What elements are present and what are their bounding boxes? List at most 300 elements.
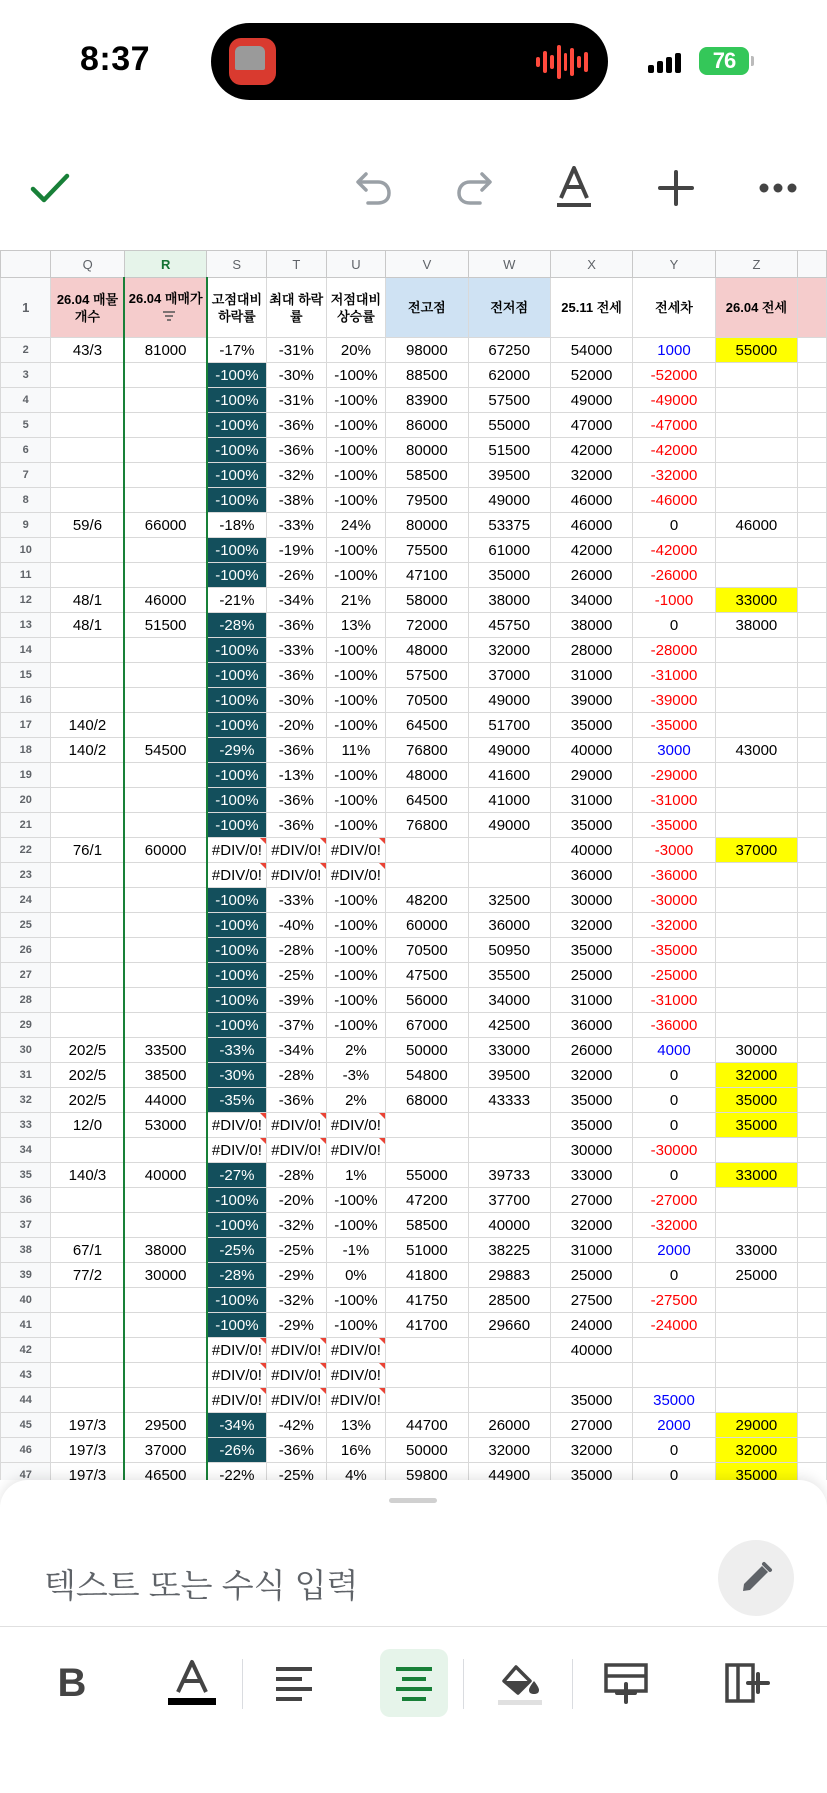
cell-partial[interactable] bbox=[798, 1463, 827, 1481]
cell[interactable]: 0 bbox=[633, 1063, 716, 1088]
cell[interactable]: 35500 bbox=[468, 963, 550, 988]
cell[interactable]: 29883 bbox=[468, 1263, 550, 1288]
cell[interactable]: -100% bbox=[207, 763, 267, 788]
cell-partial[interactable] bbox=[798, 438, 827, 463]
cell[interactable]: -35000 bbox=[633, 938, 716, 963]
cell[interactable]: 61000 bbox=[468, 538, 550, 563]
cell[interactable]: -26% bbox=[207, 1438, 267, 1463]
cell[interactable] bbox=[51, 963, 125, 988]
cell[interactable]: 55000 bbox=[715, 338, 797, 363]
cell[interactable]: 29660 bbox=[468, 1313, 550, 1338]
cell[interactable]: 57500 bbox=[468, 388, 550, 413]
cell[interactable]: -33% bbox=[266, 888, 326, 913]
cell[interactable]: 50950 bbox=[468, 938, 550, 963]
cell[interactable] bbox=[51, 438, 125, 463]
cell-partial[interactable] bbox=[798, 513, 827, 538]
cell[interactable]: 0 bbox=[633, 613, 716, 638]
cell[interactable]: -25% bbox=[266, 1463, 326, 1481]
cell[interactable]: -33% bbox=[207, 1038, 267, 1063]
cell[interactable]: -32% bbox=[266, 1288, 326, 1313]
cell[interactable]: -100% bbox=[326, 1013, 386, 1038]
cell[interactable]: -100% bbox=[207, 688, 267, 713]
cell[interactable]: 46000 bbox=[124, 588, 206, 613]
cell[interactable]: 30000 bbox=[550, 888, 632, 913]
cell[interactable] bbox=[51, 388, 125, 413]
cell[interactable]: 24000 bbox=[550, 1313, 632, 1338]
cell[interactable]: 26000 bbox=[550, 563, 632, 588]
cell[interactable]: -33% bbox=[266, 638, 326, 663]
cell[interactable]: -35000 bbox=[633, 813, 716, 838]
cell[interactable]: -17% bbox=[207, 338, 267, 363]
cell-partial[interactable] bbox=[798, 388, 827, 413]
cell[interactable]: 27000 bbox=[550, 1413, 632, 1438]
cell[interactable]: -100% bbox=[326, 963, 386, 988]
bold-icon[interactable]: B bbox=[57, 1660, 87, 1705]
row-number[interactable]: 31 bbox=[1, 1063, 51, 1088]
row-number[interactable]: 12 bbox=[1, 588, 51, 613]
cell[interactable]: -100% bbox=[207, 713, 267, 738]
cell[interactable]: 54000 bbox=[550, 338, 632, 363]
cell[interactable] bbox=[550, 1363, 632, 1388]
cell[interactable]: #DIV/0! bbox=[326, 863, 386, 888]
cell[interactable] bbox=[715, 888, 797, 913]
cell[interactable]: -1000 bbox=[633, 588, 716, 613]
cell[interactable] bbox=[124, 1338, 206, 1363]
cell[interactable]: 79500 bbox=[386, 488, 468, 513]
cell[interactable]: -100% bbox=[326, 913, 386, 938]
pencil-icon[interactable] bbox=[718, 1540, 794, 1616]
cell[interactable]: 38000 bbox=[124, 1238, 206, 1263]
cell[interactable] bbox=[715, 663, 797, 688]
cell[interactable]: 47200 bbox=[386, 1188, 468, 1213]
cell[interactable]: #DIV/0! bbox=[266, 1113, 326, 1138]
cell[interactable]: -100% bbox=[326, 1288, 386, 1313]
cell[interactable]: -28% bbox=[266, 938, 326, 963]
cell[interactable]: 47100 bbox=[386, 563, 468, 588]
row-number[interactable]: 7 bbox=[1, 463, 51, 488]
cell[interactable]: 56000 bbox=[386, 988, 468, 1013]
cell[interactable]: 28000 bbox=[550, 638, 632, 663]
cell[interactable]: 41750 bbox=[386, 1288, 468, 1313]
cell[interactable]: 0 bbox=[633, 1463, 716, 1481]
cell[interactable]: -100% bbox=[326, 988, 386, 1013]
cell[interactable] bbox=[386, 1338, 468, 1363]
cell-partial[interactable] bbox=[798, 938, 827, 963]
column-header-s[interactable]: S bbox=[207, 251, 267, 278]
row-number[interactable]: 46 bbox=[1, 1438, 51, 1463]
cell[interactable] bbox=[633, 1363, 716, 1388]
cell[interactable]: 31000 bbox=[550, 663, 632, 688]
cell[interactable]: 48200 bbox=[386, 888, 468, 913]
cell[interactable]: 68000 bbox=[386, 1088, 468, 1113]
row-number[interactable]: 11 bbox=[1, 563, 51, 588]
cell[interactable] bbox=[124, 988, 206, 1013]
cell[interactable]: 197/3 bbox=[51, 1438, 125, 1463]
sheet-table[interactable] bbox=[0, 250, 827, 1480]
cell[interactable]: 32500 bbox=[468, 888, 550, 913]
cell[interactable]: -32% bbox=[266, 1213, 326, 1238]
cell[interactable]: 24% bbox=[326, 513, 386, 538]
cell[interactable]: 26000 bbox=[468, 1413, 550, 1438]
cell[interactable]: 32000 bbox=[715, 1438, 797, 1463]
cell[interactable]: 46000 bbox=[550, 488, 632, 513]
cell[interactable]: 30000 bbox=[550, 1138, 632, 1163]
cell[interactable]: 35000 bbox=[550, 713, 632, 738]
cell[interactable]: 49000 bbox=[468, 488, 550, 513]
cell[interactable] bbox=[468, 863, 550, 888]
cell[interactable] bbox=[386, 1113, 468, 1138]
cell-partial[interactable] bbox=[798, 1088, 827, 1113]
cell[interactable]: 32000 bbox=[715, 1063, 797, 1088]
row-number[interactable]: 18 bbox=[1, 738, 51, 763]
cell[interactable] bbox=[51, 1188, 125, 1213]
cell[interactable] bbox=[715, 438, 797, 463]
cell[interactable] bbox=[51, 488, 125, 513]
cell[interactable]: -36000 bbox=[633, 863, 716, 888]
cell[interactable]: -27500 bbox=[633, 1288, 716, 1313]
cell[interactable]: 35000 bbox=[550, 813, 632, 838]
cell[interactable]: 0 bbox=[633, 1113, 716, 1138]
cell[interactable]: 58500 bbox=[386, 463, 468, 488]
cell[interactable] bbox=[51, 663, 125, 688]
cell[interactable]: 43333 bbox=[468, 1088, 550, 1113]
cell[interactable] bbox=[124, 413, 206, 438]
header-cell[interactable]: 26.04 전세 bbox=[715, 278, 797, 338]
cell[interactable]: 36000 bbox=[468, 913, 550, 938]
cell[interactable] bbox=[715, 813, 797, 838]
cell-partial[interactable] bbox=[798, 338, 827, 363]
cell[interactable] bbox=[715, 488, 797, 513]
cell[interactable]: -31000 bbox=[633, 663, 716, 688]
cell-partial[interactable] bbox=[798, 463, 827, 488]
cell[interactable]: 46500 bbox=[124, 1463, 206, 1481]
cell[interactable] bbox=[51, 688, 125, 713]
cell[interactable] bbox=[51, 1388, 125, 1413]
row-number[interactable]: 17 bbox=[1, 713, 51, 738]
cell[interactable]: 86000 bbox=[386, 413, 468, 438]
cell[interactable]: -28% bbox=[207, 1263, 267, 1288]
cell[interactable]: 20% bbox=[326, 338, 386, 363]
cell[interactable] bbox=[715, 563, 797, 588]
cell[interactable]: 49000 bbox=[550, 388, 632, 413]
cell[interactable]: 59800 bbox=[386, 1463, 468, 1481]
row-number[interactable]: 25 bbox=[1, 913, 51, 938]
cell-partial[interactable] bbox=[798, 763, 827, 788]
cell[interactable]: 47500 bbox=[386, 963, 468, 988]
redo-icon[interactable] bbox=[448, 162, 500, 214]
cell[interactable]: #DIV/0! bbox=[207, 1113, 267, 1138]
cell[interactable] bbox=[715, 413, 797, 438]
cell[interactable] bbox=[715, 363, 797, 388]
cell[interactable]: 52000 bbox=[550, 363, 632, 388]
cell[interactable] bbox=[468, 1338, 550, 1363]
cell[interactable]: 29500 bbox=[124, 1413, 206, 1438]
cell[interactable]: -31000 bbox=[633, 988, 716, 1013]
cell[interactable]: -32% bbox=[266, 463, 326, 488]
cell[interactable]: -100% bbox=[207, 363, 267, 388]
cell[interactable]: 12/0 bbox=[51, 1113, 125, 1138]
column-header-r[interactable]: R bbox=[124, 251, 206, 278]
cell[interactable] bbox=[51, 463, 125, 488]
cell[interactable]: 48000 bbox=[386, 638, 468, 663]
row-number[interactable]: 6 bbox=[1, 438, 51, 463]
cell[interactable] bbox=[124, 488, 206, 513]
row-number[interactable]: 15 bbox=[1, 663, 51, 688]
cell[interactable] bbox=[51, 638, 125, 663]
cell[interactable]: 55000 bbox=[468, 413, 550, 438]
header-cell[interactable]: 전저점 bbox=[468, 278, 550, 338]
cell[interactable] bbox=[124, 1188, 206, 1213]
cell-partial[interactable] bbox=[798, 1038, 827, 1063]
cell[interactable]: 49000 bbox=[468, 813, 550, 838]
align-center-icon[interactable] bbox=[380, 1649, 448, 1717]
cell[interactable]: -42000 bbox=[633, 538, 716, 563]
cell[interactable]: -100% bbox=[326, 563, 386, 588]
cell[interactable]: 34000 bbox=[468, 988, 550, 1013]
cell[interactable]: 41800 bbox=[386, 1263, 468, 1288]
cell[interactable]: -100% bbox=[207, 963, 267, 988]
cell[interactable] bbox=[124, 963, 206, 988]
cell[interactable]: #DIV/0! bbox=[326, 838, 386, 863]
cell[interactable]: -34% bbox=[266, 1038, 326, 1063]
cell[interactable]: -29% bbox=[266, 1263, 326, 1288]
cell-partial[interactable] bbox=[798, 1113, 827, 1138]
cell[interactable]: 45750 bbox=[468, 613, 550, 638]
cell[interactable]: 3000 bbox=[633, 738, 716, 763]
row-number[interactable]: 38 bbox=[1, 1238, 51, 1263]
row-number[interactable]: 14 bbox=[1, 638, 51, 663]
cell[interactable] bbox=[715, 463, 797, 488]
row-number[interactable]: 32 bbox=[1, 1088, 51, 1113]
cell[interactable]: 38225 bbox=[468, 1238, 550, 1263]
row-number[interactable]: 40 bbox=[1, 1288, 51, 1313]
cell[interactable]: 11% bbox=[326, 738, 386, 763]
row-number[interactable]: 30 bbox=[1, 1038, 51, 1063]
column-header-partial[interactable] bbox=[798, 251, 827, 278]
cell[interactable] bbox=[124, 938, 206, 963]
row-number[interactable]: 45 bbox=[1, 1413, 51, 1438]
cell[interactable]: -21% bbox=[207, 588, 267, 613]
cell[interactable]: -100% bbox=[326, 538, 386, 563]
cell[interactable] bbox=[715, 388, 797, 413]
cell[interactable]: 140/3 bbox=[51, 1163, 125, 1188]
cell[interactable]: 41000 bbox=[468, 788, 550, 813]
fill-color-icon[interactable] bbox=[486, 1649, 554, 1717]
row-number[interactable]: 13 bbox=[1, 613, 51, 638]
cell[interactable]: -100% bbox=[326, 1313, 386, 1338]
text-format-icon[interactable] bbox=[548, 162, 600, 214]
row-number[interactable]: 44 bbox=[1, 1388, 51, 1413]
row-number[interactable]: 34 bbox=[1, 1138, 51, 1163]
cell[interactable]: 37700 bbox=[468, 1188, 550, 1213]
cell[interactable] bbox=[124, 1288, 206, 1313]
cell[interactable]: -36% bbox=[266, 1088, 326, 1113]
cell-partial[interactable] bbox=[798, 1288, 827, 1313]
cell[interactable]: #DIV/0! bbox=[207, 1388, 267, 1413]
cell[interactable]: 31000 bbox=[550, 788, 632, 813]
column-header-w[interactable]: W bbox=[468, 251, 550, 278]
cell[interactable]: 36000 bbox=[550, 863, 632, 888]
row-number[interactable]: 10 bbox=[1, 538, 51, 563]
cell[interactable]: 49000 bbox=[468, 688, 550, 713]
cell[interactable]: 35000 bbox=[715, 1463, 797, 1481]
cell[interactable]: -18% bbox=[207, 513, 267, 538]
cell[interactable]: 40000 bbox=[468, 1213, 550, 1238]
cell[interactable] bbox=[386, 1388, 468, 1413]
cell-partial[interactable] bbox=[798, 1163, 827, 1188]
cell[interactable] bbox=[51, 363, 125, 388]
cell[interactable] bbox=[124, 538, 206, 563]
cell[interactable]: -100% bbox=[326, 813, 386, 838]
cell[interactable]: -34% bbox=[266, 588, 326, 613]
cell[interactable]: 1000 bbox=[633, 338, 716, 363]
cell[interactable]: 37000 bbox=[715, 838, 797, 863]
cell[interactable]: 29000 bbox=[715, 1413, 797, 1438]
cell[interactable]: -36% bbox=[266, 1438, 326, 1463]
cell[interactable] bbox=[715, 1388, 797, 1413]
cell[interactable]: 70500 bbox=[386, 938, 468, 963]
cell[interactable]: -36% bbox=[266, 738, 326, 763]
check-icon[interactable] bbox=[24, 162, 76, 214]
cell-partial[interactable] bbox=[798, 963, 827, 988]
cell[interactable]: -22% bbox=[207, 1463, 267, 1481]
cell[interactable]: -39% bbox=[266, 988, 326, 1013]
cell[interactable]: 41600 bbox=[468, 763, 550, 788]
cell[interactable] bbox=[633, 1338, 716, 1363]
cell[interactable]: #DIV/0! bbox=[266, 1388, 326, 1413]
cell[interactable]: 25000 bbox=[715, 1263, 797, 1288]
cell[interactable] bbox=[124, 813, 206, 838]
cell[interactable]: #DIV/0! bbox=[266, 1138, 326, 1163]
cell[interactable]: -100% bbox=[207, 563, 267, 588]
cell[interactable] bbox=[124, 438, 206, 463]
cell[interactable]: -35% bbox=[207, 1088, 267, 1113]
cell[interactable]: 57500 bbox=[386, 663, 468, 688]
cell[interactable]: 140/2 bbox=[51, 738, 125, 763]
cell[interactable]: 0% bbox=[326, 1263, 386, 1288]
cell[interactable]: -31% bbox=[266, 388, 326, 413]
cell[interactable]: 30000 bbox=[715, 1038, 797, 1063]
cell[interactable] bbox=[124, 638, 206, 663]
undo-icon[interactable] bbox=[348, 162, 400, 214]
cell[interactable]: 39500 bbox=[468, 463, 550, 488]
cell[interactable]: #DIV/0! bbox=[207, 863, 267, 888]
cell[interactable] bbox=[51, 1288, 125, 1313]
cell[interactable]: -30% bbox=[266, 688, 326, 713]
cell[interactable]: 51000 bbox=[386, 1238, 468, 1263]
cell[interactable]: -100% bbox=[207, 488, 267, 513]
cell[interactable]: -47000 bbox=[633, 413, 716, 438]
row-number[interactable]: 1 bbox=[1, 278, 51, 338]
cell[interactable]: 39000 bbox=[550, 688, 632, 713]
cell[interactable]: #DIV/0! bbox=[207, 1363, 267, 1388]
cell[interactable]: 32000 bbox=[468, 638, 550, 663]
cell[interactable] bbox=[715, 638, 797, 663]
cell[interactable]: 33000 bbox=[715, 588, 797, 613]
cell[interactable]: -100% bbox=[207, 438, 267, 463]
cell[interactable] bbox=[51, 763, 125, 788]
cell[interactable]: 58000 bbox=[386, 588, 468, 613]
cell[interactable]: -100% bbox=[207, 1313, 267, 1338]
cell[interactable] bbox=[51, 1313, 125, 1338]
cell-partial[interactable] bbox=[798, 413, 827, 438]
cell[interactable] bbox=[715, 688, 797, 713]
cell[interactable]: 32000 bbox=[550, 913, 632, 938]
row-number[interactable]: 28 bbox=[1, 988, 51, 1013]
cell[interactable] bbox=[124, 1138, 206, 1163]
cell[interactable]: 64500 bbox=[386, 788, 468, 813]
cell-partial[interactable] bbox=[798, 988, 827, 1013]
cell[interactable]: 36000 bbox=[550, 1013, 632, 1038]
cell[interactable]: 44700 bbox=[386, 1413, 468, 1438]
cell-partial[interactable] bbox=[798, 788, 827, 813]
cell[interactable]: 202/5 bbox=[51, 1038, 125, 1063]
cell[interactable]: 13% bbox=[326, 613, 386, 638]
row-number[interactable]: 36 bbox=[1, 1188, 51, 1213]
cell[interactable] bbox=[715, 788, 797, 813]
row-number[interactable]: 9 bbox=[1, 513, 51, 538]
cell[interactable]: -34% bbox=[207, 1413, 267, 1438]
cell[interactable]: 40000 bbox=[550, 1338, 632, 1363]
cell[interactable]: 75500 bbox=[386, 538, 468, 563]
cell[interactable]: 38000 bbox=[715, 613, 797, 638]
cell[interactable]: 4000 bbox=[633, 1038, 716, 1063]
insert-row-icon[interactable] bbox=[592, 1649, 660, 1717]
row-number[interactable]: 39 bbox=[1, 1263, 51, 1288]
cell[interactable]: 32000 bbox=[550, 1213, 632, 1238]
cell[interactable]: -100% bbox=[207, 463, 267, 488]
cell[interactable]: 48000 bbox=[386, 763, 468, 788]
cell[interactable]: -100% bbox=[326, 413, 386, 438]
cell[interactable]: 35000 bbox=[715, 1113, 797, 1138]
cell[interactable]: 35000 bbox=[550, 1463, 632, 1481]
more-icon[interactable] bbox=[752, 162, 804, 214]
cell[interactable]: -39000 bbox=[633, 688, 716, 713]
cell[interactable]: -100% bbox=[326, 488, 386, 513]
cell[interactable]: 21% bbox=[326, 588, 386, 613]
cell[interactable]: 2% bbox=[326, 1088, 386, 1113]
select-all-corner[interactable] bbox=[1, 251, 51, 278]
row-number[interactable]: 19 bbox=[1, 763, 51, 788]
cell[interactable]: -32000 bbox=[633, 913, 716, 938]
row-number[interactable]: 37 bbox=[1, 1213, 51, 1238]
cell-partial[interactable] bbox=[798, 1238, 827, 1263]
cell[interactable]: 51500 bbox=[468, 438, 550, 463]
cell[interactable]: 42000 bbox=[550, 538, 632, 563]
cell[interactable]: -36% bbox=[266, 613, 326, 638]
row-number[interactable]: 16 bbox=[1, 688, 51, 713]
row-number[interactable]: 22 bbox=[1, 838, 51, 863]
cell[interactable]: 72000 bbox=[386, 613, 468, 638]
cell[interactable]: -100% bbox=[326, 663, 386, 688]
cell[interactable]: 83900 bbox=[386, 388, 468, 413]
cell[interactable]: 70500 bbox=[386, 688, 468, 713]
cell[interactable]: -100% bbox=[326, 638, 386, 663]
column-header-x[interactable]: X bbox=[550, 251, 632, 278]
cell-partial[interactable] bbox=[798, 913, 827, 938]
cell[interactable]: -26% bbox=[266, 563, 326, 588]
formula-input[interactable]: 텍스트 또는 수식 입력 bbox=[44, 1567, 359, 1604]
cell[interactable]: 60000 bbox=[124, 838, 206, 863]
cell[interactable]: 27000 bbox=[550, 1188, 632, 1213]
cell[interactable]: -100% bbox=[207, 888, 267, 913]
cell[interactable] bbox=[51, 938, 125, 963]
cell[interactable] bbox=[124, 1313, 206, 1338]
cell[interactable]: 58500 bbox=[386, 1213, 468, 1238]
cell[interactable]: 64500 bbox=[386, 713, 468, 738]
cell[interactable]: 88500 bbox=[386, 363, 468, 388]
cell-partial[interactable] bbox=[798, 363, 827, 388]
